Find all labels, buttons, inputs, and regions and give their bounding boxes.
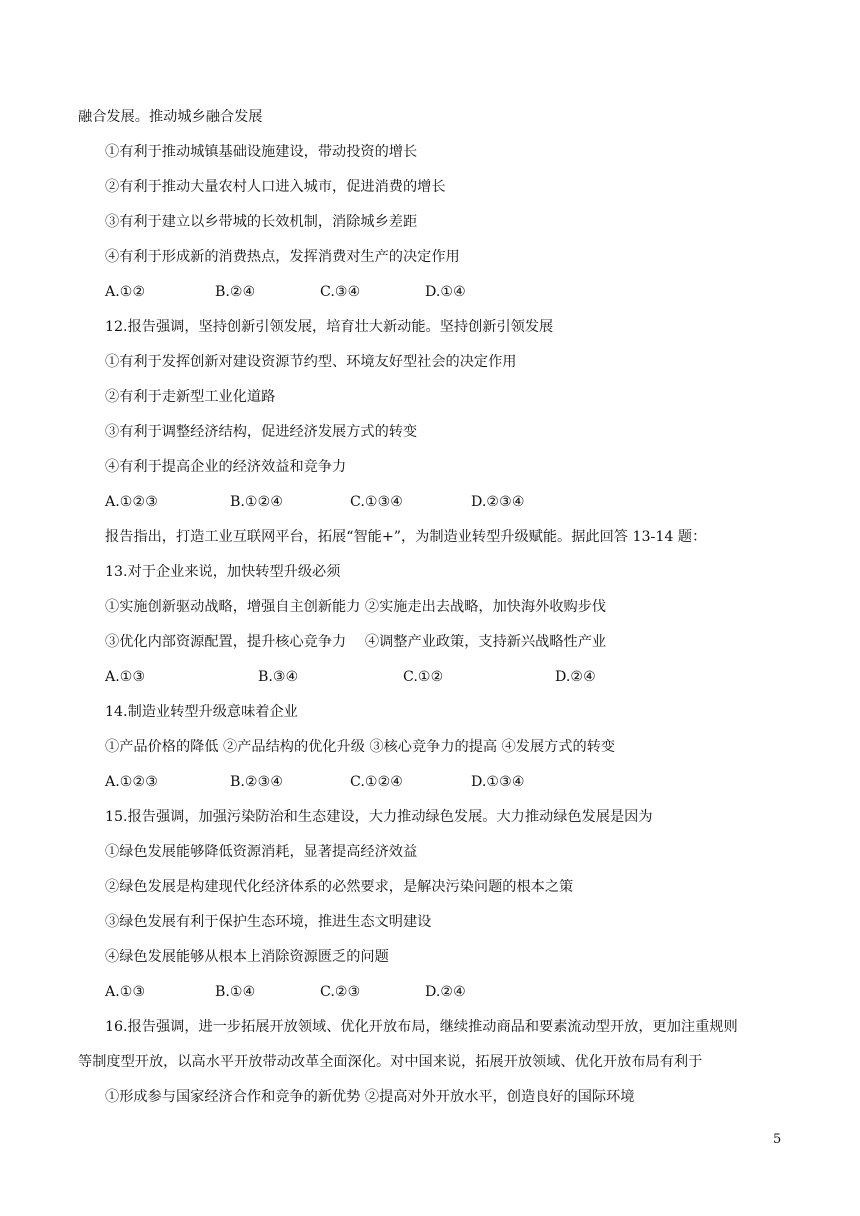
option-c: C.③④ [320,284,361,300]
option-b: B.①②④ [230,494,284,510]
text-line: ④绿色发展能够从根本上消除资源匮乏的问题 [105,949,389,965]
question-16: 16.报告强调，进一步拓展开放领域、优化开放布局，继续推动商品和要素流动型开放，更加注重规则 [105,1019,738,1035]
text-line: ④有利于提高企业的经济效益和竞争力 [105,459,347,475]
text-line: ③有利于调整经济结构，促进经济发展方式的转变 [105,424,418,440]
question-12: 12.报告强调，坚持创新引领发展，培育壮大新动能。坚持创新引领发展 [105,319,554,335]
text-line: 报告指出，打造工业互联网平台，拓展“智能+”，为制造业转型升级赋能。据此回答 13-14 题： [105,529,707,545]
option-d: D.②③④ [471,494,525,510]
option-b: B.③④ [258,669,299,685]
option-a: A.①② [105,284,146,300]
text-line: ③有利于建立以乡带城的长效机制，消除城乡差距 [105,214,418,230]
option-a: A.①③ [105,984,146,1000]
text-line: ①实施创新驱动战略，增强自主创新能力 ②实施走出去战略，加快海外收购步伐 [105,599,607,615]
page-number: 5 [773,1132,782,1147]
text-line: ②有利于推动大量农村人口进入城市，促进消费的增长 [105,179,446,195]
option-b: B.②③④ [230,774,284,790]
question-15: 15.报告强调，加强污染防治和生态建设，大力推动绿色发展。大力推动绿色发展是因为 [105,809,653,825]
text-line: ①产品价格的降低 ②产品结构的优化升级 ③核心竞争力的提高 ④发展方式的转变 [105,739,616,755]
option-d: D.①④ [425,284,466,300]
option-b: B.②④ [215,284,256,300]
text-line: ①有利于发挥创新对建设资源节约型、环境友好型社会的决定作用 [105,354,517,370]
text-line: 等制度型开放，以高水平开放带动改革全面深化。对中国来说，拓展开放领域、优化开放布局有利于 [78,1054,703,1070]
text-line: ①形成参与国家经济合作和竞争的新优势 ②提高对外开放水平，创造良好的国际环境 [105,1089,635,1105]
option-c: C.①② [403,669,444,685]
option-c: C.①②④ [350,774,404,790]
option-a: A.①③ [105,669,146,685]
option-a: A.①②③ [105,494,158,510]
option-b: B.①④ [215,984,256,1000]
option-c: C.②③ [320,984,361,1000]
option-c: C.①③④ [350,494,404,510]
text-line: ①有利于推动城镇基础设施建设，带动投资的增长 [105,144,418,160]
text-line: ③优化内部资源配置，提升核心竞争力 ④调整产业政策，支持新兴战略性产业 [105,634,607,650]
text-line: ①绿色发展能够降低资源消耗，显著提高经济效益 [105,844,418,860]
text-line: 融合发展。推动城乡融合发展 [78,109,263,125]
option-a: A.①②③ [105,774,158,790]
text-line: ④有利于形成新的消费热点，发挥消费对生产的决定作用 [105,249,460,265]
text-line: ②绿色发展是构建现代化经济体系的必然要求，是解决污染问题的根本之策 [105,879,574,895]
text-line: ③绿色发展有利于保护生态环境，推进生态文明建设 [105,914,432,930]
text-line: ②有利于走新型工业化道路 [105,389,276,405]
option-d: D.①③④ [471,774,525,790]
option-d: D.②④ [555,669,596,685]
option-d: D.②④ [425,984,466,1000]
question-14: 14.制造业转型升级意味着企业 [105,704,298,720]
question-13: 13.对于企业来说，加快转型升级必须 [105,564,341,580]
